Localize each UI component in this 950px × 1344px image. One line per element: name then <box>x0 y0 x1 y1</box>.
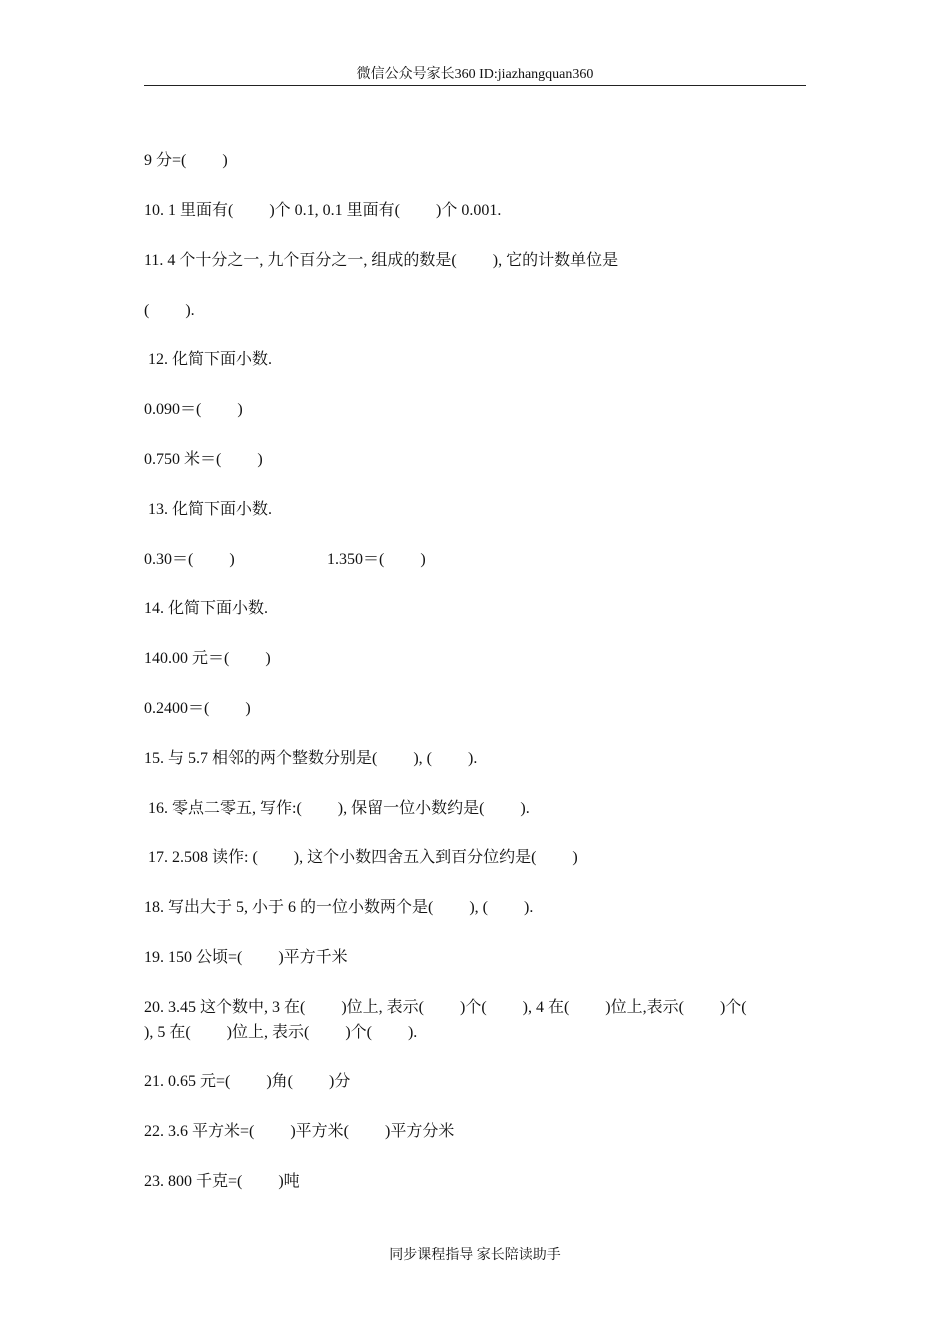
question-15: 15. 与 5.7 相邻的两个整数分别是( ), ( ). <box>144 750 478 767</box>
question-12-item-2: 0.750 米＝( ) <box>144 451 263 468</box>
question-12-item-1: 0.090＝( ) <box>144 401 243 418</box>
question-22: 22. 3.6 平方米=( )平方米( )平方分米 <box>144 1123 455 1140</box>
question-23: 23. 800 千克=( )吨 <box>144 1173 300 1190</box>
question-19: 19. 150 公顷=( )平方千米 <box>144 949 348 966</box>
question-17: 17. 2.508 读作: ( ), 这个小数四舍五入到百分位约是( ) <box>144 849 578 866</box>
question-10: 10. 1 里面有( )个 0.1, 0.1 里面有( )个 0.001. <box>144 202 502 219</box>
question-12-title: 12. 化简下面小数. <box>144 351 273 368</box>
question-14-title: 14. 化简下面小数. <box>144 600 269 617</box>
question-18: 18. 写出大于 5, 小于 6 的一位小数两个是( ), ( ). <box>144 899 534 916</box>
question-14-item-2: 0.2400＝( ) <box>144 700 251 717</box>
question-9: 9 分=( ) <box>144 152 228 169</box>
question-16: 16. 零点二零五, 写作:( ), 保留一位小数约是( ). <box>144 800 530 817</box>
question-13-item-2: 1.350＝( ) <box>327 551 426 568</box>
question-20-line-2: ), 5 在( )位上, 表示( )个( ). <box>144 1024 418 1041</box>
question-13-item-1: 0.30＝( ) <box>144 551 235 568</box>
question-14-item-1: 140.00 元＝( ) <box>144 650 271 667</box>
question-13-title: 13. 化简下面小数. <box>144 501 273 518</box>
question-20-line-1: 20. 3.45 这个数中, 3 在( )位上, 表示( )个( ), 4 在( )位上,表示( )个( <box>144 999 747 1016</box>
header-divider <box>144 85 806 86</box>
question-21: 21. 0.65 元=( )角( )分 <box>144 1073 351 1090</box>
question-11-line-1: 11. 4 个十分之一, 九个百分之一, 组成的数是( ), 它的计数单位是 <box>144 252 619 269</box>
page-header: 微信公众号家长360 ID:jiazhangquan360 <box>356 67 594 82</box>
page-footer: 同步课程指导 家长陪读助手 <box>389 1248 561 1263</box>
question-11-line-2: ( ). <box>144 302 195 319</box>
